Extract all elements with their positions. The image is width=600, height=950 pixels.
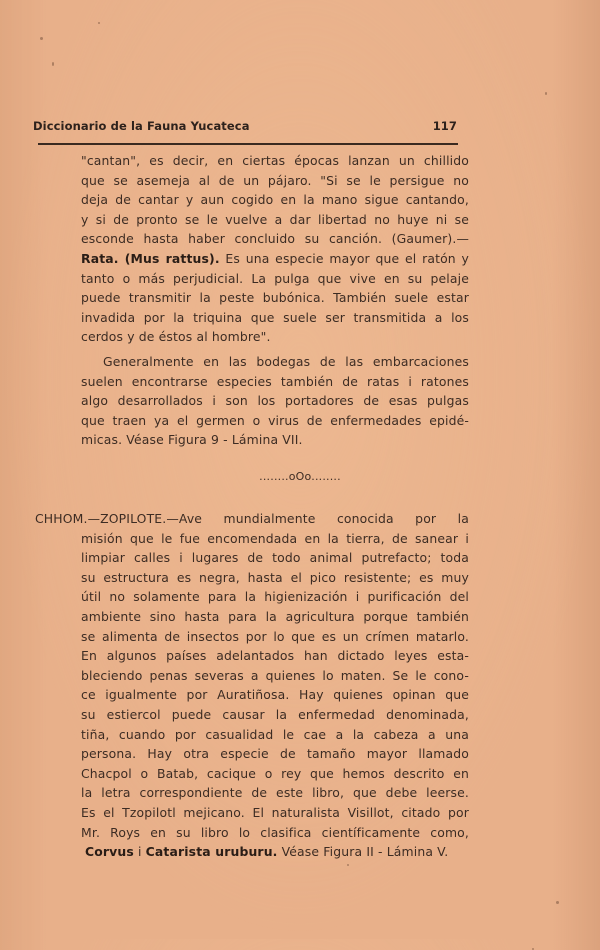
text-line-classification <box>81 842 469 862</box>
text-line: tiña, cuando por casualidad le cae a la cabeza a una <box>81 726 469 742</box>
paper-speck <box>98 22 100 24</box>
text-line: ce igualmente por Auratiñosa. Hay quienes opinan que <box>81 687 469 703</box>
text-line: "cantan", es decir, en ciertas épocas lanzan un chillido <box>81 153 469 168</box>
text-line: ambiente sino hasta para la agricultura porque también <box>81 608 469 624</box>
book-title: Diccionario de la Fauna Yucateca <box>33 119 250 133</box>
text-line: invadida por la triquina que suele ser transmitida a los <box>81 309 469 325</box>
conjunction: i <box>133 844 146 860</box>
text-line: útil no solamente para la higienización i purificación del <box>81 589 469 605</box>
species-name-catarista: Catarista uruburu. <box>145 844 278 860</box>
species-name-rata: Rata. (Mus rattus). <box>81 250 220 266</box>
text-line: se alimenta de insectos por lo que es un crímen matarlo. <box>81 628 469 644</box>
text-line: deja de cantar y aun cogido en la mano sigue cantando, <box>81 192 469 208</box>
text-line: su estructura es negra, hasta el pico resistente; es muy <box>81 569 469 585</box>
text-line: esconde hasta haber concluido su canción. (Gaumer).— <box>81 231 469 247</box>
paper-speck <box>545 92 547 95</box>
rata-description: Es una especie mayor que el ratón y <box>219 250 470 266</box>
section-separator: ........oOo........ <box>259 470 341 483</box>
species-name-corvus: Corvus <box>85 844 134 860</box>
text-line: y si de pronto se le vuelve a dar libertad no huye ni se <box>81 211 469 227</box>
paragraph-gaumer-rata <box>81 151 469 347</box>
text-line: bleciendo penas severas a quienes lo maten. Se le cono- <box>81 667 469 683</box>
paper-speck <box>556 901 559 904</box>
text-line: persona. Hay otra especie de tamaño mayor llamado <box>81 746 469 762</box>
text-line: micas. Véase Figura 9 - Lámina VII. <box>81 432 303 448</box>
paper-speck <box>347 864 349 866</box>
text-line: que traen ya el germen o virus de enfermedades epidé- <box>81 412 469 428</box>
text-line: Mr. Roys en su libro lo clasifica científicamente como, <box>81 824 469 840</box>
text-line: Es el Tzopilotl mejicano. El naturalista Visillot, citado por <box>81 804 469 820</box>
figure-reference: Véase Figura II - Lámina V. <box>277 844 449 860</box>
text-line: limpiar calles i lugares de todo animal putrefacto; toda <box>81 550 469 566</box>
text-line: cerdos y de éstos al hombre". <box>81 329 271 345</box>
text-line: suelen encontrarse especies también de ratas i ratones <box>81 373 469 389</box>
text-line: la letra correspondiente de este libro, que debe leerse. <box>81 785 469 801</box>
text-line: Chacpol o Batab, cacique o rey que hemos descrito en <box>81 765 469 781</box>
text-line: En algunos países adelantados han dictado leyes esta- <box>81 648 469 664</box>
text-line: algo desarrollados i son los portadores de esas pulgas <box>81 393 469 409</box>
paper-speck <box>52 62 54 66</box>
text-line: misión que le fue encomendada en la tierra, de sanear i <box>81 530 469 546</box>
text-line: su estiercol puede causar la enfermedad denominada, <box>81 706 469 722</box>
page-number: 117 <box>432 119 457 133</box>
text-line-rata <box>81 249 469 269</box>
running-head <box>33 119 457 133</box>
text-line: que se asemeja al de un pájaro. "Si se le persigue no <box>81 172 469 188</box>
entry-body <box>35 529 469 862</box>
text-line: Generalmente en las bodegas de las embarcaciones <box>103 354 469 369</box>
text-line: puede transmitir la peste bubónica. También suele estar <box>81 290 469 306</box>
entry-chhom <box>35 509 469 862</box>
paragraph-bodegas <box>81 352 469 450</box>
paper-speck <box>40 37 43 40</box>
header-rule <box>38 143 458 145</box>
entry-heading-line: CHHOM.—ZOPILOTE.—Ave mundialmente conocida por la <box>35 511 469 526</box>
text-line: tanto o más perjudicial. La pulga que vive en su pelaje <box>81 270 469 286</box>
